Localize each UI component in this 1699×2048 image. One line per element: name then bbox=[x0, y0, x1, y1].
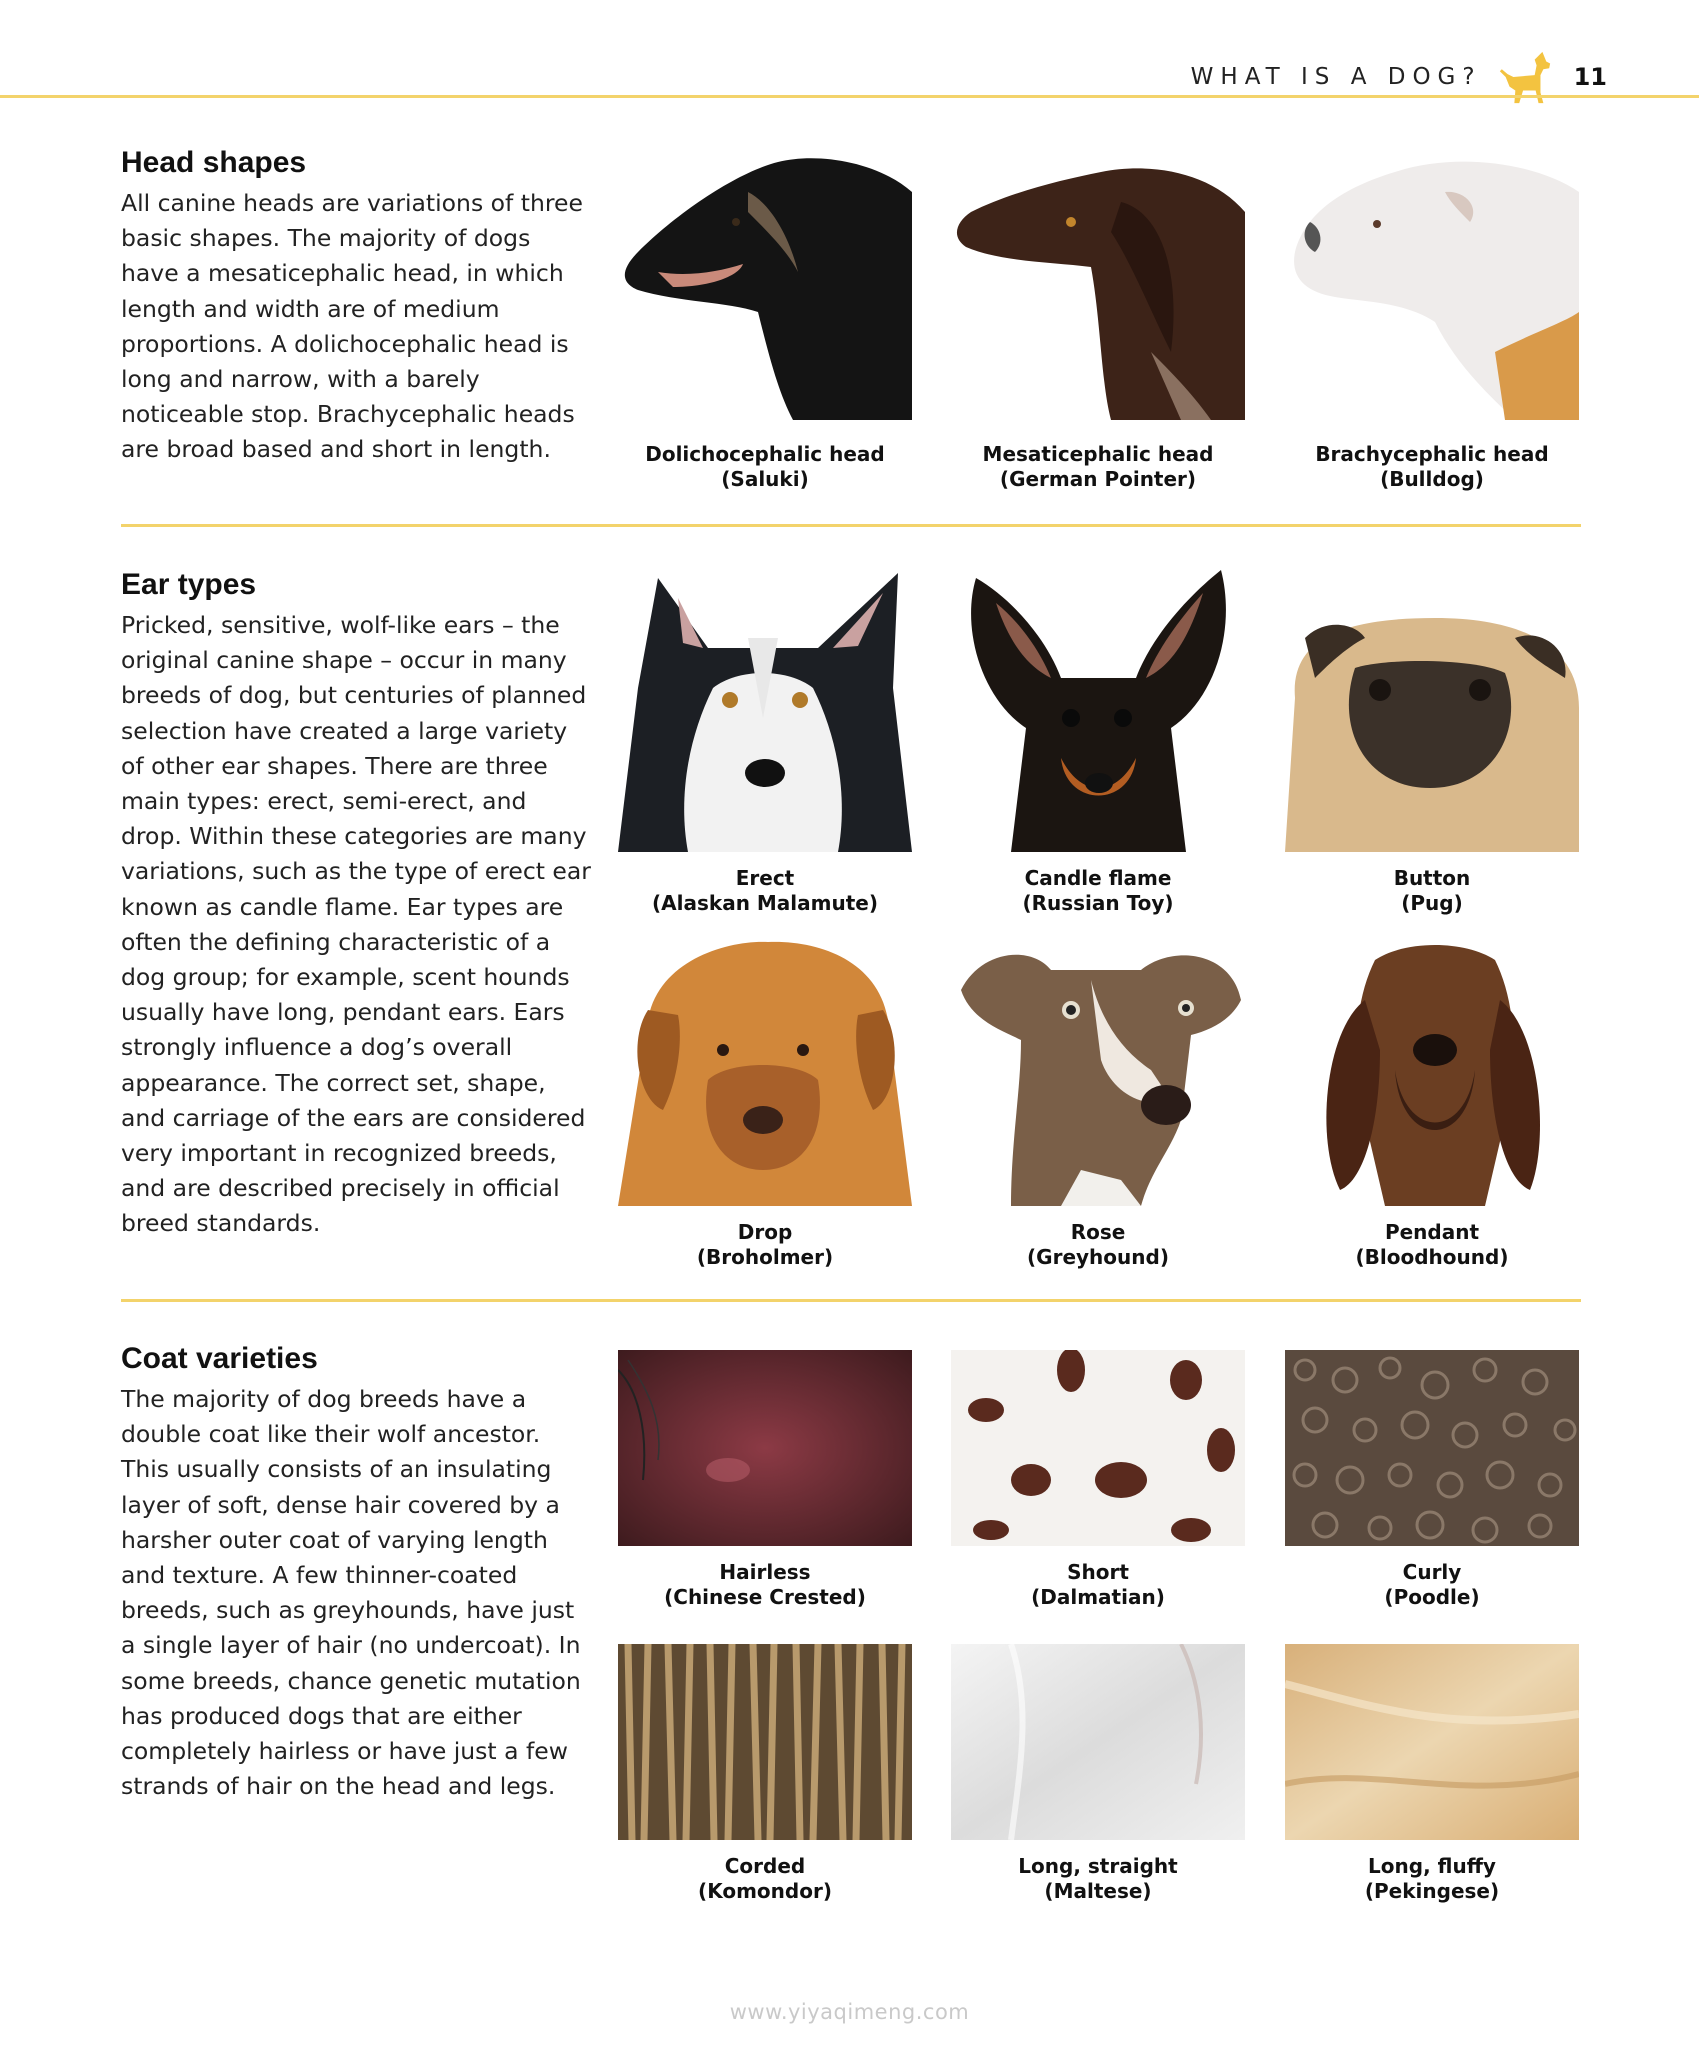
caption-label: Rose bbox=[1070, 1220, 1126, 1244]
caption-label: Brachycephalic head bbox=[1315, 442, 1549, 466]
caption-label: Button bbox=[1393, 866, 1471, 890]
hairless-coat-swatch bbox=[618, 1350, 912, 1546]
watermark: www.yiyaqimeng.com bbox=[729, 2000, 970, 2024]
section-title-coat-varieties: Coat varieties bbox=[121, 1342, 318, 1375]
caption-breed: (Pug) bbox=[1401, 891, 1463, 915]
greyhound-photo bbox=[951, 940, 1245, 1206]
figure-button bbox=[1285, 568, 1579, 916]
caption-breed: (Alaskan Malamute) bbox=[652, 891, 878, 915]
running-title: WHAT IS A DOG? bbox=[1190, 64, 1482, 90]
caption-breed: (Greyhound) bbox=[1027, 1245, 1169, 1269]
figure-erect bbox=[618, 568, 912, 916]
curly-coat-swatch bbox=[1285, 1350, 1579, 1546]
caption-breed: (Dalmatian) bbox=[1031, 1585, 1165, 1609]
figure-long-straight bbox=[951, 1644, 1245, 1904]
caption-breed: (Komondor) bbox=[698, 1879, 832, 1903]
figure-corded bbox=[618, 1644, 912, 1904]
caption-breed: (Chinese Crested) bbox=[664, 1585, 866, 1609]
section-divider bbox=[121, 1299, 1581, 1302]
section-divider bbox=[121, 524, 1581, 527]
section-body-ear-types: Pricked, sensitive, wolf-like ears – the original canine shape – occur in many breeds of dog, but centuries of planned selection have created a large variety of other ear shapes. There are three main types: erect, semi-erect, and drop. Within these categories are many variations, such as the type of erect ear known as candle flame. Ear types are often the defining characteristic of a dog group; for example, scent hounds usually have long, pendant ears. Ears strongly influence a dog’s overall appearance. The correct set, shape, and carriage of the ears are considered very important in recognized breeds, and are described precisely in official breed standards. bbox=[121, 611, 591, 1238]
pug-photo bbox=[1285, 568, 1579, 852]
caption-label: Short bbox=[1067, 1560, 1129, 1584]
german-pointer-head-photo bbox=[951, 152, 1245, 420]
section-body-coat-varieties: The majority of dog breeds have a double coat like their wolf ancestor. This usually consists of an insulating layer of soft, dense hair covered by a harsher outer coat of varying length and texture. A few thinner-coated breeds, such as greyhounds, have just a single layer of hair (no undercoat). In some breeds, chance genetic mutation has produced dogs that are either completely hairless or have just a few strands of hair on the head and legs. bbox=[121, 1385, 581, 1801]
caption-label: Corded bbox=[724, 1854, 806, 1878]
caption-label: Candle flame bbox=[1024, 866, 1172, 890]
caption-label: Hairless bbox=[719, 1560, 811, 1584]
long-fluffy-coat-swatch bbox=[1285, 1644, 1579, 1840]
caption-label: Curly bbox=[1402, 1560, 1462, 1584]
section-title-ear-types: Ear types bbox=[121, 568, 257, 601]
caption-label: Erect bbox=[735, 866, 795, 890]
caption-breed: (Poodle) bbox=[1384, 1585, 1480, 1609]
caption-breed: (Bloodhound) bbox=[1355, 1245, 1509, 1269]
bloodhound-photo bbox=[1285, 940, 1579, 1206]
figure-short bbox=[951, 1350, 1245, 1610]
alaskan-malamute-photo bbox=[618, 568, 912, 852]
figure-pendant bbox=[1285, 940, 1579, 1270]
caption-breed: (Maltese) bbox=[1044, 1879, 1152, 1903]
caption-label: Pendant bbox=[1384, 1220, 1480, 1244]
short-coat-swatch bbox=[951, 1350, 1245, 1546]
long-straight-coat-swatch bbox=[951, 1644, 1245, 1840]
corded-coat-swatch bbox=[618, 1644, 912, 1840]
caption-breed: (Bulldog) bbox=[1380, 467, 1484, 491]
section-body-head-shapes: All canine heads are variations of three basic shapes. The majority of dogs have a mesaticephalic head, in which length and width are of medium proportions. A dolichocephalic head is long and narrow, with a barely noticeable stop. Brachycephalic heads are broad based and short in length. bbox=[121, 189, 583, 464]
figure-candle-flame bbox=[951, 568, 1245, 916]
caption-label: Dolichocephalic head bbox=[645, 442, 885, 466]
caption-breed: (Pekingese) bbox=[1364, 1879, 1500, 1903]
section-title-head-shapes: Head shapes bbox=[121, 146, 307, 179]
figure-rose bbox=[951, 940, 1245, 1270]
figure-drop bbox=[618, 940, 912, 1270]
caption-breed: (Saluki) bbox=[721, 467, 809, 491]
figure-mesaticephalic bbox=[951, 152, 1245, 492]
caption-breed: (Broholmer) bbox=[696, 1245, 834, 1269]
saluki-head-photo bbox=[618, 152, 912, 420]
caption-label: Long, straight bbox=[1018, 1854, 1178, 1878]
caption-breed: (Russian Toy) bbox=[1022, 891, 1174, 915]
broholmer-photo bbox=[618, 940, 912, 1206]
page-number: 11 bbox=[1573, 63, 1607, 91]
caption-breed: (German Pointer) bbox=[999, 467, 1197, 491]
bulldog-head-photo bbox=[1285, 152, 1579, 420]
figure-hairless bbox=[618, 1350, 912, 1610]
figure-dolichocephalic bbox=[618, 152, 912, 492]
header-rule bbox=[0, 95, 1699, 98]
caption-label: Drop bbox=[737, 1220, 793, 1244]
figure-brachycephalic bbox=[1285, 152, 1579, 492]
figure-long-fluffy bbox=[1285, 1644, 1579, 1904]
caption-label: Mesaticephalic head bbox=[982, 442, 1214, 466]
caption-label: Long, fluffy bbox=[1368, 1854, 1496, 1878]
russian-toy-photo bbox=[951, 568, 1245, 852]
figure-curly bbox=[1285, 1350, 1579, 1610]
